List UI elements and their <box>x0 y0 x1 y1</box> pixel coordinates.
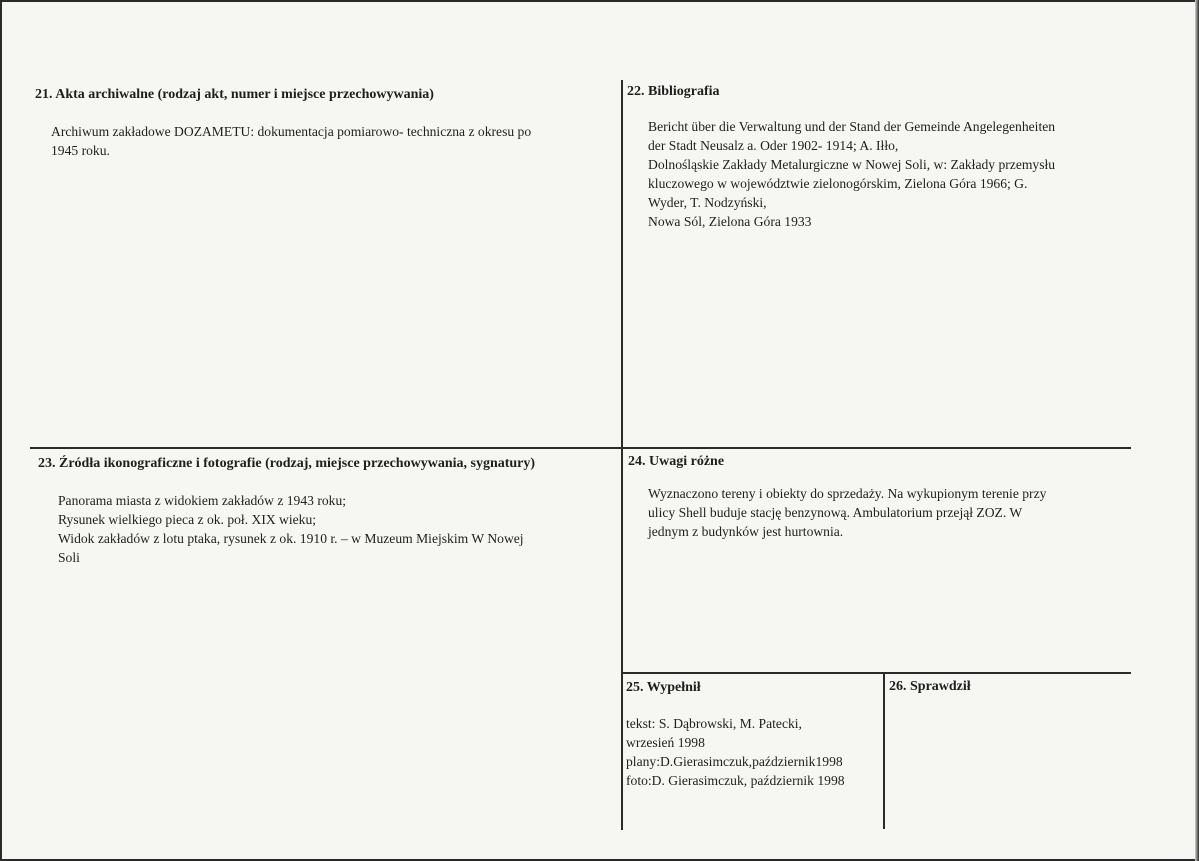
section-23-content <box>58 491 524 567</box>
section-22-line: Wyder, T. Nodzyński, <box>648 195 767 210</box>
section-22-line: der Stadt Neusalz a. Oder 1902- 1914; A. Iłło, <box>648 138 899 153</box>
section-21-line: 1945 roku. <box>51 143 110 158</box>
section-25-heading: 25. Wypełnił <box>626 680 701 695</box>
section-24-line: Wyznaczono tereny i obiekty do sprzedaży. Na wykupionym terenie przy <box>648 486 1047 501</box>
section-23-line: Panorama miasta z widokiem zakładów z 1943 roku; <box>58 493 347 508</box>
section-22-line: Dolnośląskie Zakłady Metalurgiczne w Nowej Soli, w: Zakłady przemysłu <box>648 157 1056 172</box>
section-21-line: Archiwum zakładowe DOZAMETU: dokumentacja pomiarowo- techniczna z okresu po <box>51 124 532 139</box>
section-25-line: tekst: S. Dąbrowski, M. Patecki, <box>626 716 802 731</box>
section-25-content <box>626 714 845 790</box>
section-22-line: kluczowego w województwie zielonogórskim, Zielona Góra 1966; G. <box>648 176 1028 191</box>
vertical-divider-main <box>621 80 623 830</box>
section-25-line: foto:D. Gierasimczuk, październik 1998 <box>626 773 845 788</box>
section-24-heading: 24. Uwagi różne <box>628 454 725 469</box>
section-23-line: Rysunek wielkiego pieca z ok. poł. XIX wieku; <box>58 512 317 527</box>
section-23-line: Widok zakładów z lotu ptaka, rysunek z ok. 1910 r. – w Muzeum Miejskim W Nowej <box>58 531 524 546</box>
section-24-line: ulicy Shell buduje stację benzynową. Ambulatorium przejął ZOZ. W <box>648 505 1023 520</box>
section-22-line: Bericht über die Verwaltung und der Stand der Gemeinde Angelegenheiten <box>648 119 1056 134</box>
horizontal-divider-lower-right <box>621 672 1131 674</box>
section-22-line: Nowa Sól, Zielona Góra 1933 <box>648 214 812 229</box>
section-24-content <box>648 484 1046 541</box>
section-24-line: jednym z budynków jest hurtownia. <box>648 524 844 539</box>
section-23-heading: 23. Źródła ikonograficzne i fotografie (rodzaj, miejsce przechowywania, sygnatury) <box>38 456 536 471</box>
section-22-heading: 22. Bibliografia <box>627 84 720 99</box>
section-23-line: Soli <box>58 550 80 565</box>
section-26-heading: 26. Sprawdził <box>889 679 971 694</box>
section-25-line: wrzesień 1998 <box>626 735 705 750</box>
section-25-line: plany:D.Gierasimczuk,październik1998 <box>626 754 843 769</box>
vertical-divider-lower-right <box>883 672 885 829</box>
section-21-heading: 21. Akta archiwalne (rodzaj akt, numer i miejsce przechowywania) <box>35 87 434 102</box>
section-22-content <box>648 117 1055 231</box>
section-21-content <box>51 122 531 160</box>
horizontal-divider-middle <box>30 447 1131 449</box>
